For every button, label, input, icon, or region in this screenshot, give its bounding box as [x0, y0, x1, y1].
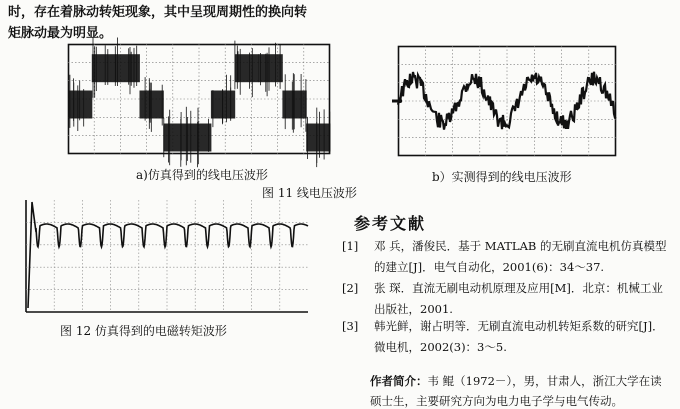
- references-title: 参考文献: [354, 214, 427, 233]
- figure-11-caption: 图 11 线电压波形: [262, 186, 357, 200]
- figure-12-plot: [26, 200, 308, 312]
- reference-text: 邓 兵，潘俊民．基于 MATLAB 的无刷直流电机仿真模型的建立[J]．电气自动化，2001(6)：34～37.: [374, 239, 667, 274]
- author-bio-line-1: [370, 371, 676, 391]
- figure-11a-plot: [68, 44, 330, 154]
- author-bio-text-1: 韦 鲲（1972－），男，甘肃人，浙江大学在读: [427, 374, 662, 388]
- figure-11b-plot: [398, 46, 616, 156]
- reference-number: [3]: [342, 319, 359, 333]
- waveform-band: [116, 54, 140, 82]
- waveform-band: [92, 54, 116, 82]
- reference-text: 张 琛．直流无刷电动机原理及应用[M]．北京：机械工业出版社，2001.: [374, 281, 663, 316]
- torque-trace: [28, 202, 308, 308]
- reference-number: [2]: [342, 281, 359, 295]
- author-bio-label: 作者简介：: [370, 374, 428, 388]
- waveform-band: [259, 54, 283, 82]
- reference-text: 韩光鲜，谢占明等．无刷直流电动机转矩系数的研究[J]．微电机，2002(3)：3～5.: [374, 319, 664, 354]
- figure-11a-caption: a)仿真得到的线电压波形: [136, 168, 268, 182]
- figure-12-caption: 图 12 仿真得到的电磁转矩波形: [60, 324, 227, 338]
- figure-11b-caption: b）实测得到的线电压波形: [432, 170, 572, 184]
- waveform-band: [306, 124, 330, 152]
- author-bio: [370, 371, 676, 409]
- reference-number: [1]: [342, 239, 359, 253]
- intro-line-2: 矩脉动最为明显。: [8, 26, 113, 41]
- intro-paragraph: [8, 2, 358, 44]
- reference-item-1: [342, 236, 676, 278]
- waveform-band: [163, 124, 187, 152]
- waveform-band: [68, 91, 92, 119]
- reference-item-3: [342, 316, 676, 358]
- intro-line-1: 时，存在着脉动转矩现象，其中呈现周期性的换向转: [8, 5, 308, 20]
- reference-item-2: [342, 278, 676, 320]
- author-bio-line-2: 硕士生，主要研究方向为电力电子学与电气传动。: [370, 394, 623, 408]
